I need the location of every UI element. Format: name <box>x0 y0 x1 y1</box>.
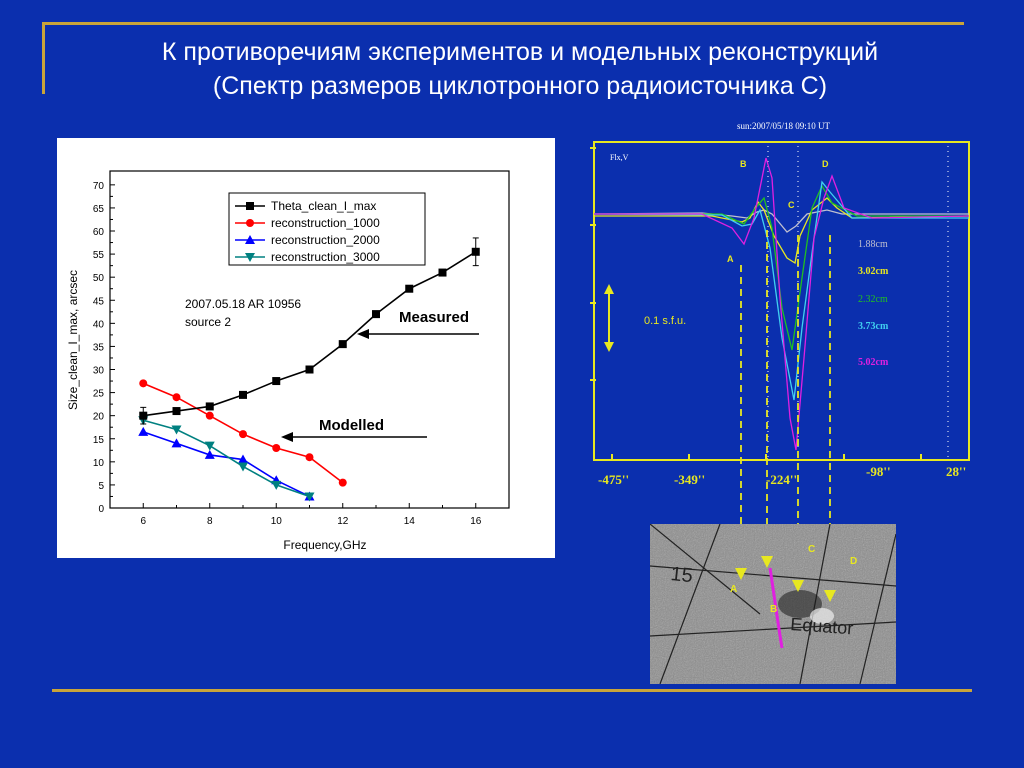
wavelength-label-5: 5.02cm <box>858 357 889 368</box>
spectrum-xtick-1: -475'' <box>598 472 630 487</box>
spectrum-y-label: Flx,V <box>610 153 629 162</box>
legend-label: reconstruction_1000 <box>271 216 380 230</box>
y-tick-label: 50 <box>92 273 104 285</box>
y-tick-label: 70 <box>92 180 104 192</box>
map-equator-label: Equator <box>789 614 855 639</box>
event-label-line1: 2007.05.18 AR 10956 <box>185 297 302 311</box>
wavelength-label-2: 3.02cm <box>858 266 889 277</box>
spectrum-xtick-4: -98'' <box>866 464 891 479</box>
map-letter-a: A <box>730 584 738 595</box>
y-tick-label: 55 <box>92 250 104 262</box>
y-tick-label: 5 <box>98 480 104 492</box>
spectrum-letter-b: B <box>740 159 747 169</box>
x-axis-label: Frequency,GHz <box>283 538 367 552</box>
modelled-label: Modelled <box>319 417 385 434</box>
spectrum-letter-a: A <box>727 254 734 264</box>
map-letter-c: C <box>808 544 816 555</box>
event-label-line2: source 2 <box>185 315 232 329</box>
wavelength-label-4: 3.73cm <box>858 321 889 332</box>
legend-label: Theta_clean_I_max <box>271 199 377 213</box>
wavelength-label-1: 1.88cm <box>858 239 888 250</box>
solar-map-image <box>650 524 896 684</box>
y-axis-label: Size_clean_I_max, arcsec <box>66 269 80 411</box>
solar-map <box>650 524 896 684</box>
y-tick-label: 30 <box>92 365 104 377</box>
y-tick-label: 0 <box>98 504 104 515</box>
legend-label: reconstruction_3000 <box>271 250 380 264</box>
y-tick-label: 40 <box>92 319 104 331</box>
spectrum-xtick-5: 28'' <box>946 464 967 479</box>
x-tick-label: 10 <box>270 516 282 527</box>
map-letter-b: B <box>770 604 778 615</box>
y-tick-label: 60 <box>92 227 104 239</box>
y-tick-label: 10 <box>92 457 104 469</box>
slide-title-line1: К противоречиям экспериментов и модельных реконструкций <box>161 38 879 66</box>
scale-label: 0.1 s.f.u. <box>644 315 687 327</box>
wavelength-label-3: 2.32cm <box>858 294 888 305</box>
spectrum-header: sun:2007/05/18 09:10 UT <box>737 121 831 131</box>
x-tick-label: 8 <box>206 516 213 527</box>
x-tick-label: 16 <box>470 516 482 527</box>
y-tick-label: 15 <box>92 434 104 446</box>
slide-title-line2: (Спектр размеров циклотронного радиоисточника С) <box>212 72 828 100</box>
y-tick-label: 35 <box>92 342 104 354</box>
measured-label: Measured <box>399 309 470 326</box>
spectrum-letter-c: C <box>788 200 795 210</box>
spectrum-letter-d: D <box>822 159 829 169</box>
spectrum-xtick-2: -349'' <box>674 472 706 487</box>
legend-label: reconstruction_2000 <box>271 233 380 247</box>
map-letter-d: D <box>850 556 858 567</box>
x-tick-label: 12 <box>337 516 349 527</box>
y-tick-label: 25 <box>92 388 104 400</box>
x-tick-label: 6 <box>140 516 147 527</box>
spectrum-xtick-3: -224'' <box>766 472 798 487</box>
y-tick-label: 45 <box>92 296 104 308</box>
x-tick-label: 14 <box>403 516 415 527</box>
map-number-15: 15 <box>669 563 694 588</box>
y-tick-label: 65 <box>92 203 104 215</box>
y-tick-label: 20 <box>92 411 104 423</box>
